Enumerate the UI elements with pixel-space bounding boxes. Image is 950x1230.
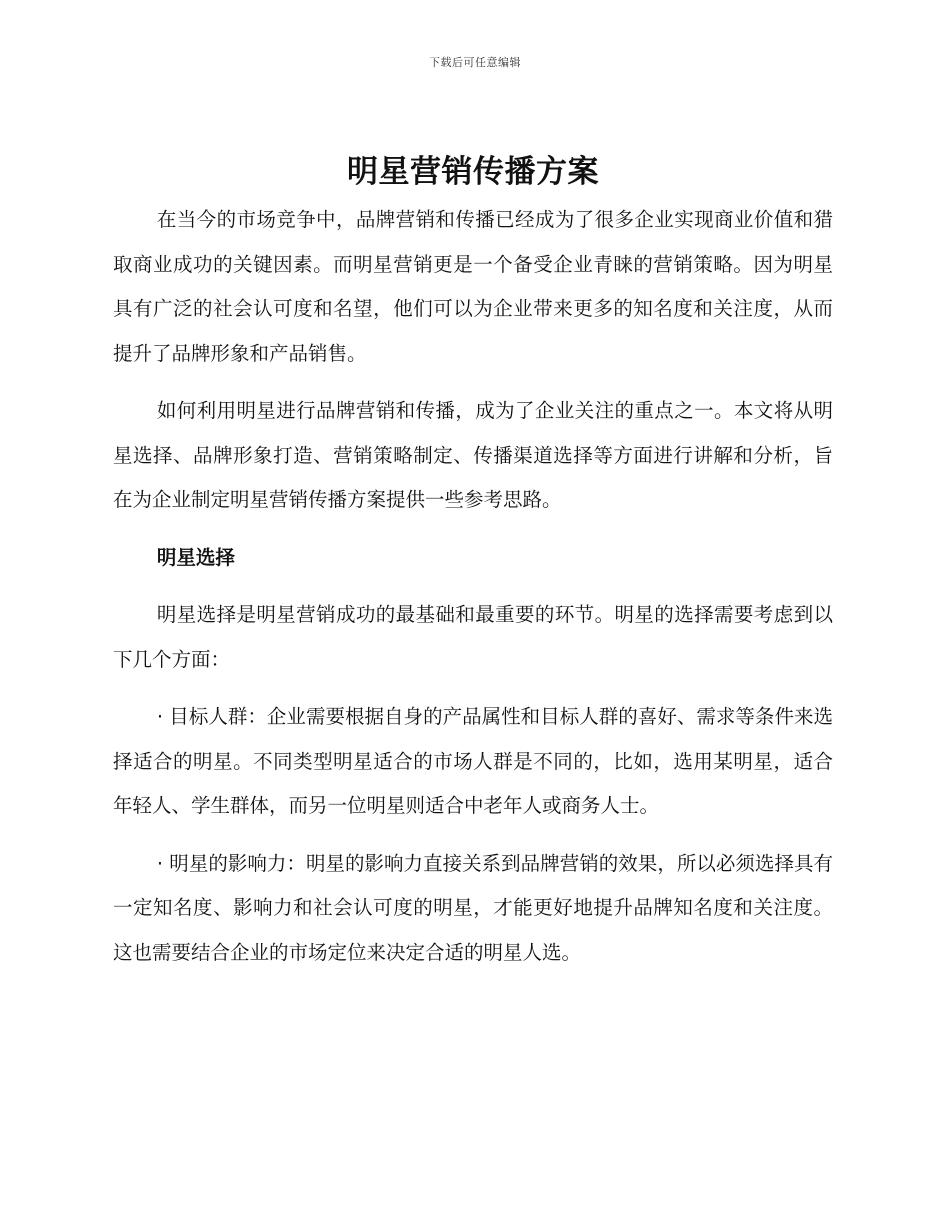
section-paragraph-1: 明星选择是明星营销成功的最基础和最重要的环节。明星的选择需要考虑到以下几个方面： [113,603,833,671]
bullet-star-influence: · 明星的影响力：明星的影响力直接关系到品牌营销的效果，所以必须选择具有一定知名度、影响力和社会认可度的明星，才能更好地提升品牌知名度和关注度。这也需要结合企业的市场定位来决定合适的明星人选。 [113,851,833,964]
page-header-note: 下载后可任意编辑 [429,56,521,69]
section-heading-star-selection: 明星选择 [156,545,235,569]
document-body [113,150,833,988]
document-title: 明星营销传播方案 [347,154,599,190]
intro-paragraph-1: 在当今的市场竞争中，品牌营销和传播已经成为了很多企业实现商业价值和猎取商业成功的关键因素。而明星营销更是一个备受企业青睐的营销策略。因为明星具有广泛的社会认可度和名望，他们可以为企业带来更多的知名度和关注度，从而提升了品牌形象和产品销售。 [113,208,833,365]
intro-paragraph-2: 如何利用明星进行品牌营销和传播，成为了企业关注的重点之一。本文将从明星选择、品牌形象打造、营销策略制定、传播渠道选择等方面进行讲解和分析，旨在为企业制定明星营销传播方案提供一些参考思路。 [113,399,833,511]
bullet-target-audience: · 目标人群：企业需要根据自身的产品属性和目标人群的喜好、需求等条件来选择适合的明星。不同类型明星适合的市场人群是不同的，比如，选用某明星，适合年轻人、学生群体，而另一位明星则适合中老年人或商务人士。 [113,705,833,817]
